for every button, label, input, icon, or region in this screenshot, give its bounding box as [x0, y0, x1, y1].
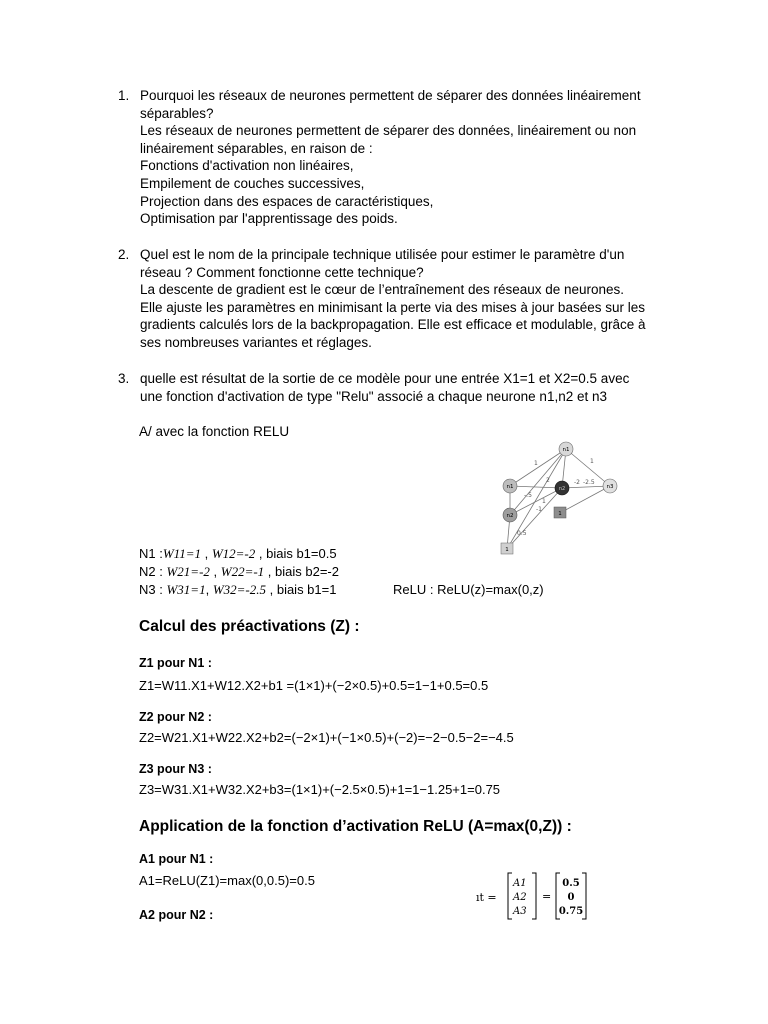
param-sep: , [205, 582, 213, 597]
param-label: N3 : [139, 582, 167, 597]
relu-definition: ReLU : ReLU(z)=max(0,z) [393, 582, 544, 597]
matrix-value: 0.75 [558, 906, 584, 917]
answer-line: gradients calculés lors de la backpropagation. Elle est efficace et modulable, grâce à [140, 317, 646, 333]
edge-line [510, 449, 566, 486]
result-matrix [476, 869, 606, 923]
svg-text:1: 1 [505, 547, 509, 553]
svg-text:n3: n3 [606, 484, 614, 490]
question-number: 2. [118, 247, 130, 262]
param-label: N2 : [139, 564, 167, 579]
edge-label: -1 [536, 506, 542, 513]
z3-formula: Z3=W31.X1+W32.X2+b3=(1×1)+(−2.5×0.5)+1=1−1.25+1=0.75 [139, 782, 501, 797]
answer-line: ses nombreuses variantes et réglages. [140, 334, 372, 350]
param-sep: , [209, 564, 221, 579]
bias-node-hidden [554, 507, 566, 518]
params-n1 [139, 546, 337, 562]
answer-line: Les réseaux de neurones permettent de séparer des données, linéairement ou non [140, 123, 637, 139]
param-sep: , [200, 546, 212, 561]
edge-label: -2 [574, 479, 580, 486]
a1-heading: A1 pour N1 : [139, 852, 214, 866]
node-n2-hidden [555, 481, 569, 495]
question-2 [118, 246, 678, 352]
bracket-left [508, 873, 512, 919]
equals-sign: = [542, 890, 552, 903]
a1-formula: A1=ReLU(Z1)=max(0,0.5)=0.5 [139, 873, 315, 888]
edge-label: 1 [542, 498, 546, 505]
node-n3-output [603, 479, 617, 493]
edge-line [510, 486, 562, 488]
question-line: quelle est résultat de la sortie de ce modèle pour une entrée X1=1 et X2=0.5 avec [140, 371, 630, 386]
weight-value: W22=-1 [220, 564, 265, 579]
bias-value: , biais b1=1 [266, 582, 337, 597]
params-n3 [139, 582, 336, 598]
answer-line: Optimisation par l'apprentissage des poids. [140, 211, 398, 227]
relu-intro: A/ avec la fonction RELU [139, 424, 290, 439]
answer-line: Fonctions d'activation non linéaires, [140, 158, 354, 174]
activation-heading: Application de la fonction d’activation ReLU (A=max(0,Z)) : [139, 818, 572, 835]
matrix-entry: A3 [513, 906, 527, 917]
edge-label: -.5 [524, 492, 532, 499]
question-line: Pourquoi les réseaux de neurones permettent de séparer des données linéairement [140, 88, 641, 103]
z2-formula: Z2=W21.X1+W22.X2+b2=(−2×1)+(−1×0.5)+(−2)=−2−0.5−2=−4.5 [139, 730, 514, 745]
z3-heading: Z3 pour N3 : [139, 762, 212, 776]
question-3 [118, 370, 678, 405]
node-n2-input [503, 508, 517, 522]
question-line: réseau ? Comment fonctionne cette technique? [140, 264, 424, 280]
svg-text:n1: n1 [506, 484, 514, 490]
matrix-entry: A2 [513, 892, 527, 903]
answer-line: Empilement de couches successives, [140, 175, 365, 191]
edge-label: 1 [590, 458, 594, 465]
question-number: 3. [118, 371, 130, 386]
svg-text:1: 1 [558, 511, 562, 517]
weight-value: W21=-2 [166, 564, 210, 579]
svg-text:n2: n2 [558, 486, 566, 492]
weight-value: W11=1 [162, 546, 201, 561]
question-line: Quel est le nom de la principale technique utilisée pour estimer le paramètre d'un [140, 247, 625, 262]
z1-formula: Z1=W11.X1+W12.X2+b1 =(1×1)+(−2×0.5)+0.5=1−1+0.5=0.5 [139, 678, 489, 693]
node-n1-input [503, 479, 517, 493]
answer-line: linéairement séparables, en raison de : [140, 140, 373, 156]
question-1 [118, 87, 678, 228]
answer-line: Elle ajuste les paramètres en minimisant la perte via des mises à jour basées sur les [140, 299, 645, 315]
edge-label: 1 [534, 460, 538, 467]
question-line: séparables? [140, 105, 214, 121]
matrix-entry: A1 [513, 878, 527, 889]
matrix-value: 0.5 [562, 878, 580, 889]
weight-value: W31=1 [166, 582, 206, 597]
a2-heading: A2 pour N2 : [139, 908, 214, 922]
edge-label: -2.5 [583, 479, 595, 486]
node-n1-top [559, 442, 573, 456]
z1-heading: Z1 pour N1 : [139, 656, 212, 670]
edge-label: 0.5 [517, 530, 527, 537]
bracket-left-close [532, 873, 536, 919]
answer-line: La descente de gradient est le cœur de l’entraînement des réseaux de neurones. [140, 282, 625, 298]
weight-value: W12=-2 [211, 546, 256, 561]
question-number: 1. [118, 88, 130, 103]
matrix-prefix: ıt = [476, 891, 497, 904]
edge-label: 2 [546, 477, 550, 484]
bias-node-input [501, 543, 513, 554]
svg-text:n1: n1 [562, 447, 570, 453]
weight-value: W32=-2.5 [212, 582, 266, 597]
z2-heading: Z2 pour N2 : [139, 710, 212, 724]
neural-network-diagram [470, 433, 650, 563]
preactivation-heading: Calcul des préactivations (Z) : [139, 618, 360, 635]
params-n2 [139, 564, 339, 580]
bias-value: , biais b2=-2 [264, 564, 339, 579]
matrix-value: 0 [567, 892, 575, 903]
svg-text:n2: n2 [506, 513, 514, 519]
bias-value: , biais b1=0.5 [255, 546, 337, 561]
question-line: une fonction d'activation de type "Relu" associé a chaque neurone n1,n2 et n3 [140, 388, 607, 404]
answer-line: Projection dans des espaces de caractéristiques, [140, 193, 434, 209]
param-label: N1 : [139, 546, 163, 561]
